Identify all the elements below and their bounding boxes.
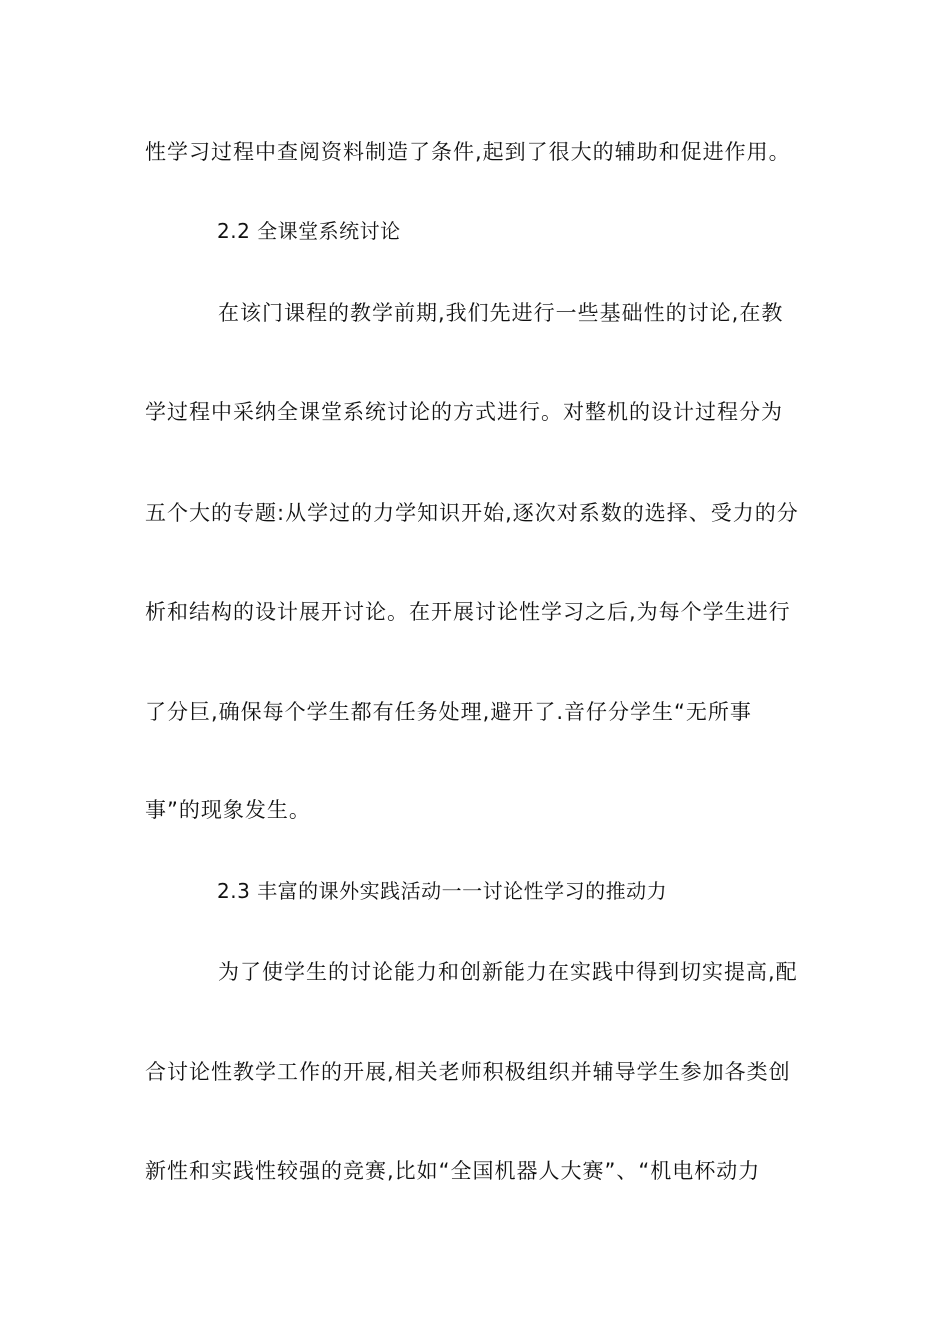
section-heading-2-2: 2.2 全课堂系统讨论 (217, 219, 401, 243)
body-text-line: 析和结构的设计展开讨论。在开展讨论性学习之后,为每个学生进行 (145, 600, 791, 624)
body-text-line: 了分巨,确保每个学生都有任务处理,避开了.音仔分学生“无所事 (145, 700, 752, 724)
body-text-line: 学过程中采纳全课堂系统讨论的方式进行。对整机的设计过程分为 (145, 400, 783, 424)
section-heading-2-3: 2.3 丰富的课外实践活动一一讨论性学习的推动力 (217, 879, 668, 903)
body-text-line: 性学习过程中查阅资料制造了条件,起到了很大的辅助和促进作用。 (145, 140, 791, 164)
body-text-line: 为了使学生的讨论能力和创新能力在实践中得到切实提高,配 (218, 960, 798, 984)
body-text-line: 合讨论性教学工作的开展,相关老师积极组织并辅导学生参加各类创 (145, 1060, 791, 1084)
body-text-line: 新性和实践性较强的竞赛,比如“全国机器人大赛”、“机电杯动力 (145, 1159, 761, 1183)
body-text-line: 在该门课程的教学前期,我们先进行一些基础性的讨论,在教 (218, 301, 784, 325)
body-text-line: 五个大的专题:从学过的力学知识开始,逐次对系数的选择、受力的分 (145, 501, 799, 525)
body-text-line: 事”的现象发生。 (145, 798, 311, 822)
